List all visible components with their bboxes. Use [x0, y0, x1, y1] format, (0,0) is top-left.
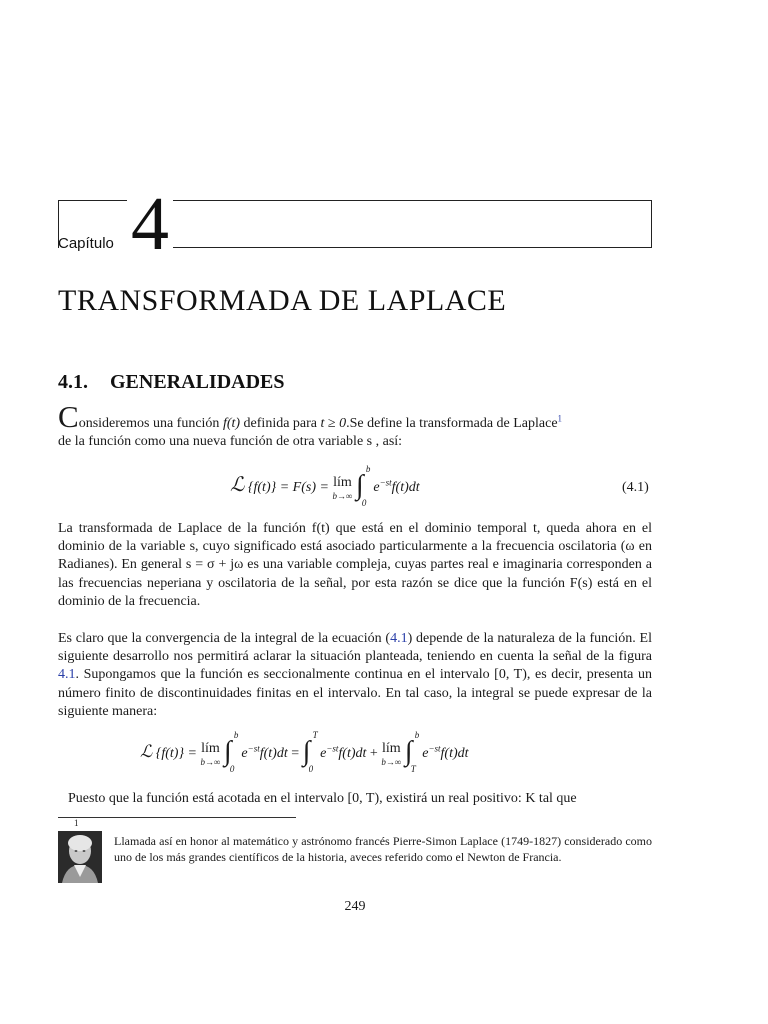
intro-line-1 — [58, 399, 652, 434]
eq1-limit — [332, 476, 352, 501]
paragraph-3 — [58, 630, 652, 721]
intro-condition: t ≥ 0 — [320, 416, 347, 431]
laplace-symbol-icon: ℒ — [140, 742, 153, 763]
eq1-e: e — [373, 480, 380, 496]
intro-paragraph — [58, 399, 652, 451]
intro-text-b: definida para — [240, 416, 321, 431]
drop-cap: C — [58, 399, 79, 434]
para3-c: . Supongamos que la función es seccionalmente continua en el intervalo [0, T), es decir, presenta un número finito de discontinuidades finitas en el intervalo. En tal caso, la integral se puede expresar de la siguiente manera: — [58, 667, 652, 719]
paragraph-4: Puesto que la función está acotada en el intervalo [0, T), existirá un real positivo: K tal que — [68, 791, 577, 806]
section-number: 4.1. — [58, 371, 88, 393]
laplace-portrait — [58, 831, 102, 883]
eq1-rest: f(t)dt — [391, 480, 420, 496]
intro-text-a: onsideremos una función — [78, 416, 223, 431]
para3-a: Es claro que la convergencia de la integral de la ecuación ( — [58, 631, 391, 646]
eq2-i3-lower: T — [410, 764, 416, 774]
eq1-lim: lím — [333, 474, 352, 490]
intro-text-c: .Se define la transformada de Laplace — [346, 416, 558, 431]
eq2-plus: + — [366, 746, 382, 762]
eq1-lim-sub: b→∞ — [332, 490, 353, 501]
eq2-lim-1: lím — [201, 740, 220, 756]
eq2-equals: = — [287, 746, 303, 762]
chapter-title: TRANSFORMADA DE LAPLACE — [58, 284, 507, 317]
eq2-i2-lower: 0 — [308, 764, 314, 774]
eq2-e-3: e — [422, 746, 429, 762]
equation-4-1 — [230, 464, 420, 508]
eq2-i3-upper: b — [414, 730, 420, 740]
eq2-lim-2: lím — [381, 740, 401, 756]
eq2-f-2: f(t)dt — [338, 746, 367, 762]
chapter-label: Capítulo — [58, 235, 114, 252]
equation-link[interactable]: 4.1 — [390, 631, 408, 646]
eq2-i2-upper: T — [312, 730, 318, 740]
integral-sign-icon: ∫ b 0 — [223, 730, 239, 774]
integral-sign-icon: ∫ b 0 — [355, 464, 371, 508]
eq2-i1-upper: b — [233, 730, 239, 740]
eq2-limit-1 — [201, 742, 221, 767]
footnote-text: Llamada así en honor al matemático y astrónomo francés Pierre-Simon Laplace (1749-1827) considerado como uno de los más grandes científicos de la historia, aveces referido como el Newton de Francia. — [114, 834, 652, 864]
eq2-e-2: e — [320, 746, 327, 762]
figure-link[interactable]: 4.1 — [58, 667, 76, 683]
paragraph-2: La transformada de Laplace de la función f(t) que está en el dominio temporal t, queda ahora en el dominio de la variable s, cuyo significado está asociado particularmente a la frecuencia oscilatoria (ω en Radianes). En general s = σ + jω es una variable compleja, cuyas partes real e imaginaria corresponden a las frecuencias neperiana y oscilatoria de la señal, por esta razón se dice que la función F(s) está en el dominio de la frecuencia. — [58, 521, 652, 609]
integral-sign-icon: ∫ b T — [404, 730, 420, 774]
eq2-exp-1: −st — [247, 743, 260, 754]
section-title: GENERALIDADES — [110, 371, 285, 393]
eq2-lhs: {f(t)} = — [155, 746, 201, 762]
footnote-mark: 1 — [74, 818, 79, 828]
equation-2 — [140, 730, 469, 774]
chapter-number: 4 — [127, 186, 173, 262]
eq1-lower: 0 — [361, 498, 367, 508]
eq2-f-1: f(t)dt — [259, 746, 288, 762]
section-heading — [58, 371, 284, 394]
eq2-exp-2: −st — [326, 743, 339, 754]
eq1-exp: −st — [379, 477, 392, 488]
intro-line-2: de la función como una nueva función de otra variable s , así: — [58, 434, 403, 450]
para3-b: ) depende de la naturaleza de la función. El siguiente desarrollo nos permitirá aclarar la situación planteada, teniendo en cuenta la señal de la figura — [58, 631, 652, 665]
eq1-upper: b — [365, 464, 371, 474]
eq2-limit-2 — [381, 742, 401, 767]
eq2-lim-sub-1: b→∞ — [200, 756, 221, 767]
laplace-symbol-icon: ℒ — [230, 472, 245, 497]
page-number: 249 — [344, 899, 366, 914]
footnote-rule — [58, 817, 296, 818]
eq2-exp-3: −st — [428, 743, 441, 754]
integral-sign-icon: ∫ T 0 — [302, 730, 318, 774]
equation-number: (4.1) — [622, 480, 649, 495]
eq2-f-3: f(t)dt — [440, 746, 469, 762]
eq2-i1-lower: 0 — [229, 764, 235, 774]
eq2-lim-sub-2: b→∞ — [381, 756, 402, 767]
footnote-ref[interactable]: 1 — [557, 413, 563, 424]
intro-ft: f(t) — [222, 416, 241, 431]
eq1-lhs: {f(t)} = F(s) = — [247, 480, 333, 496]
eq2-e-1: e — [241, 746, 248, 762]
